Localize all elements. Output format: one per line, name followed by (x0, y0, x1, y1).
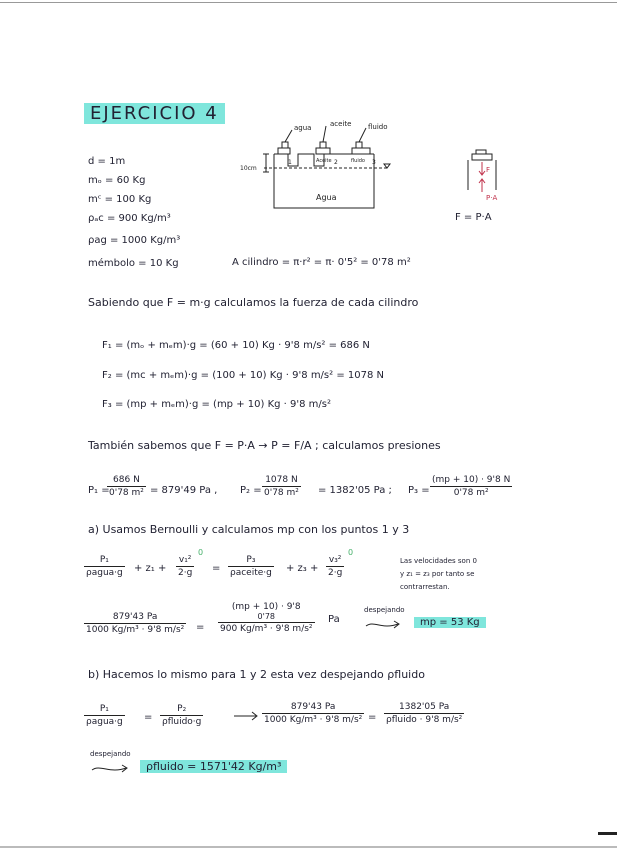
p2-result: = 1382'05 Pa ; (318, 485, 392, 496)
b-den4: ρfluido · 9'8 m/s² (386, 715, 463, 725)
mp-left-num: 879'43 Pa (112, 612, 158, 622)
bern-z1: + z₁ + (134, 563, 167, 574)
force-f2: F₂ = (mc + mₑm)·g = (100 + 10) Kg · 9'8 m/s² = 1078 N (102, 370, 384, 381)
label-aceite-top: aceite (330, 120, 352, 128)
p1-den: 0'78 m² (109, 488, 144, 498)
point-3: 3 (372, 159, 376, 166)
param-m-embolo: mémbolo = 10 Kg (88, 258, 179, 269)
param-rho-ag: ρag = 1000 Kg/m³ (88, 235, 181, 246)
bern-p1-num: P₁ (99, 555, 109, 565)
title-highlight: EJERCICIO 4 (84, 103, 225, 124)
mp-left-den: 1000 Kg/m³ · 9'8 m/s² (86, 625, 185, 635)
bern-z3: + z₃ + (286, 563, 319, 574)
param-rho-ac: ρₐc = 900 Kg/m³ (88, 213, 171, 224)
bern-v1 (176, 555, 194, 578)
p3-fraction (430, 475, 512, 498)
force-f3: F₃ = (mp + mₑm)·g = (mp + 10) Kg · 9'8 m/s² (102, 399, 331, 410)
b-den3: 1000 Kg/m³ · 9'8 m/s² (264, 715, 363, 725)
corner-mark (598, 832, 617, 835)
p3-label: P₃ = (408, 485, 430, 496)
piston-fluido: fluido (351, 158, 365, 164)
p1-fraction (107, 475, 146, 498)
bern-eq: = (212, 563, 221, 574)
label-agua-bottom: Agua (316, 193, 337, 202)
p3-den: 0'78 m² (453, 488, 489, 498)
b-frac-2 (160, 704, 203, 727)
bern-zero-1: 0 (198, 548, 204, 557)
bern-zero-2: 0 (348, 548, 354, 557)
bern-v3 (326, 555, 344, 578)
page-title (84, 103, 225, 124)
force-label-pa: P·A (486, 194, 498, 202)
bern-v3-num: v₃² (328, 555, 342, 565)
point-2: 2 (334, 159, 338, 166)
b-eq-2: = (368, 712, 377, 723)
param-mc: mᶜ = 100 Kg (88, 194, 152, 205)
mp-frac-right (218, 602, 315, 634)
point-1: 1 (288, 159, 292, 166)
b-eq-1: = (144, 712, 153, 723)
mp-right-den: 900 Kg/m³ · 9'8 m/s² (220, 624, 313, 634)
b-frac-3 (262, 702, 364, 725)
note-line-3: contrarrestan. (400, 583, 450, 591)
p2-den: 0'78 m² (264, 488, 299, 498)
p2-num: 1078 N (265, 475, 298, 485)
force-f1: F₁ = (mₒ + mₑm)·g = (60 + 10) Kg · 9'8 m/s² = 686 N (102, 340, 370, 351)
b-result-highlight: ρfluido = 1571'42 Kg/m³ (140, 760, 287, 773)
mp-right-num: (mp + 10) · 9'8 (231, 602, 301, 612)
label-fluido-top: fluido (368, 123, 388, 131)
mp-right-num2: 0'78 (257, 612, 275, 621)
force-label-f: F (486, 166, 491, 174)
mp-unit: Pa (328, 614, 340, 625)
p3-num: (mp + 10) · 9'8 N (432, 475, 511, 485)
b-arrow-2 (90, 762, 134, 776)
bern-p3-num: P₃ (246, 555, 256, 565)
bern-v3-den: 2·g (328, 568, 343, 578)
bern-p1 (84, 555, 125, 578)
note-line-1: Las velocidades son 0 (400, 557, 477, 565)
piston-aceite: Aceite (316, 158, 332, 164)
mp-frac-left (84, 612, 186, 635)
b-frac-1 (84, 704, 125, 727)
force-formula: F = P·A (455, 212, 492, 223)
mp-eq-sign: = (196, 622, 205, 633)
b-num1: P₁ (99, 704, 109, 714)
b-den2: ρfluido·g (162, 717, 202, 727)
part-a-heading: a) Usamos Bernoulli y calculamos mp con los puntos 1 y 3 (88, 523, 410, 536)
bern-p3-den: ρaceite·g (230, 568, 272, 578)
bern-p1-den: ρagua·g (86, 568, 123, 578)
b-despejando: despejando (90, 750, 131, 758)
p2-fraction (262, 475, 301, 498)
part-b-heading: b) Hacemos lo mismo para 1 y 2 esta vez despejando ρfluido (88, 668, 425, 681)
mp-result-highlight: mp = 53 Kg (414, 617, 486, 628)
label-agua-top: agua (294, 124, 312, 132)
dim-10cm: 10cm (240, 165, 257, 172)
mp-arrow (364, 618, 404, 632)
b-num4: 1382'05 Pa (399, 702, 450, 712)
b-num2: P₂ (177, 704, 187, 714)
area-equation: A cilindro = π·r² = π· 0'5² = 0'78 m² (232, 257, 411, 268)
p2-label: P₂ = (240, 485, 262, 496)
p1-label: P₁ = (88, 485, 110, 496)
mp-result (414, 617, 486, 628)
force-diagram (462, 146, 512, 206)
b-arrow-1 (232, 710, 260, 722)
b-den1: ρagua·g (86, 717, 123, 727)
param-mo: mₒ = 60 Kg (88, 175, 146, 186)
b-num3: 879'43 Pa (290, 702, 336, 712)
top-edge (0, 2, 617, 3)
b-frac-4 (384, 702, 464, 725)
mp-despejando: despejando (364, 606, 405, 614)
p1-num: 686 N (113, 475, 140, 485)
note-line-2: y z₁ = z₃ por tanto se (400, 570, 475, 578)
bern-p3 (228, 555, 274, 578)
param-d: d = 1m (88, 156, 126, 167)
p1-result: = 879'49 Pa , (150, 485, 218, 496)
bern-v1-num: v₁² (178, 555, 192, 565)
pressure-intro: También sabemos que F = P·A → P = F/A ; calculamos presiones (88, 439, 441, 452)
force-intro: Sabiendo que F = m·g calculamos la fuerza de cada cilindro (88, 296, 419, 309)
b-result (140, 760, 287, 773)
tank-diagram (238, 118, 418, 218)
bern-v1-den: 2·g (178, 568, 193, 578)
